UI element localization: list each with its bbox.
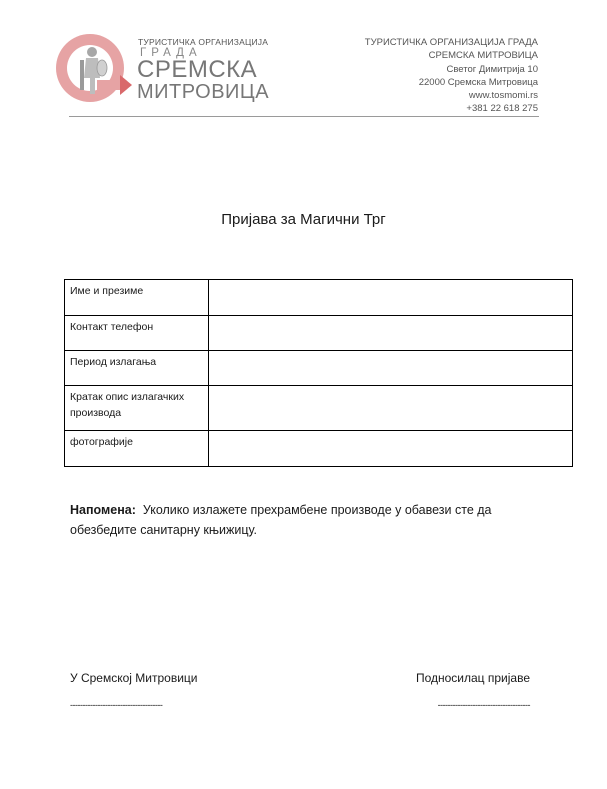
field-label-description: Кратак опис излагачких производа [65,386,209,431]
org-name-grada: ГРАДА [140,47,202,59]
document-title: Пријава за Магични Трг [221,211,386,228]
contact-org-line: ТУРИСТИЧКА ОРГАНИЗАЦИЈА ГРАДА [364,37,538,48]
table-row [65,431,573,467]
contact-postal: 22000 Сремска Митровица [418,76,538,88]
contact-street: Светог Димитрија 10 [446,63,538,75]
table-row [65,386,573,431]
field-value-phone[interactable] [209,316,573,351]
contact-block [365,36,538,116]
signature-line-right: ------------------------------------- [437,700,530,710]
signature-place: У Сремској Митровици [70,671,198,685]
field-label-period: Период излагања [65,351,209,386]
application-form-table [64,279,573,467]
field-value-period[interactable] [209,351,573,386]
note-paragraph [70,500,540,540]
knight-warrior-logo-icon [52,28,132,108]
field-value-name[interactable] [209,280,573,316]
signature-line-left: ------------------------------------- [70,700,163,710]
note-text: Уколико излажете прехрамбене производе у обавези сте да обезбедите санитарну књижицу. [70,503,492,537]
org-city-line1: СРЕМСКА [137,56,258,83]
field-label-phone: Контакт телефон [65,316,209,351]
header-divider [69,116,539,117]
org-city-line2: МИТРОВИЦА [137,81,270,103]
contact-phone: +381 22 618 275 [466,103,538,115]
note-label: Напомена: [70,503,136,517]
field-value-description[interactable] [209,386,573,431]
table-row [65,351,573,386]
table-row [65,316,573,351]
field-label-photos: фотографије [65,431,209,467]
table-row [65,280,573,316]
org-name-small: ТУРИСТИЧКА ОРГАНИЗАЦИЈА [138,37,269,47]
contact-website-link[interactable]: www.tosmomi.rs [468,90,538,102]
signature-applicant: Подносилац пријаве [415,671,530,685]
contact-city-line: СРЕМСКА МИТРОВИЦА [428,50,538,62]
field-value-photos[interactable] [209,431,573,467]
field-label-name: Име и презиме [65,280,209,316]
